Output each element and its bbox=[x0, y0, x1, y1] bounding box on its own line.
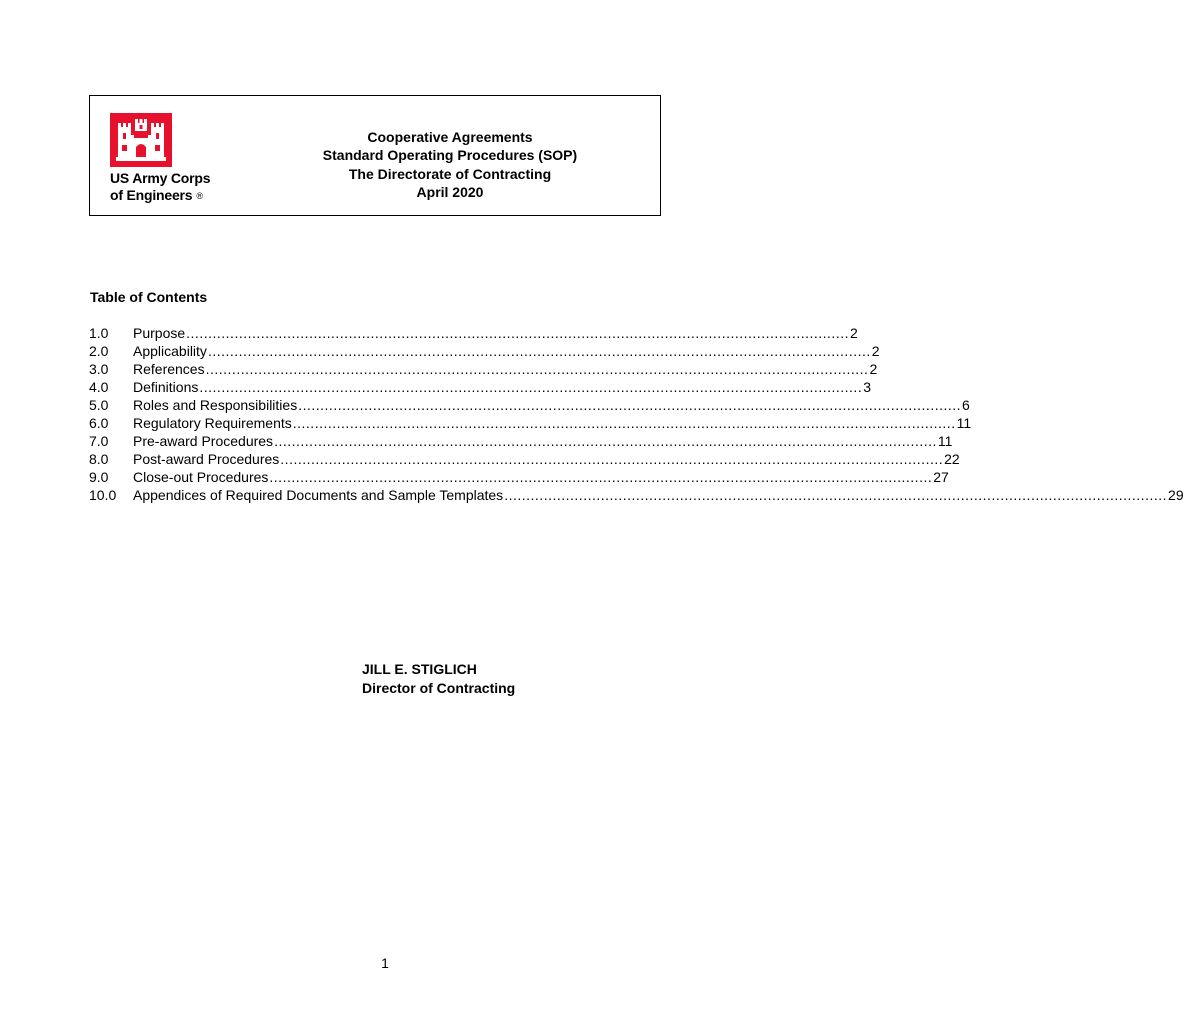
toc-entry-title: Applicability bbox=[133, 343, 207, 359]
toc-entry-number: 9.0 bbox=[89, 469, 109, 485]
toc-entry[interactable] bbox=[89, 378, 872, 396]
logo-text-line1: US Army Corps bbox=[110, 170, 211, 186]
castle-icon bbox=[110, 113, 172, 167]
toc-leader-dots: ....................................................................................................................................................... bbox=[199, 379, 863, 395]
toc-entry-page: 29 bbox=[1168, 487, 1184, 503]
toc-entry-number: 8.0 bbox=[89, 451, 109, 467]
toc-entry-title: Post-award Procedures bbox=[133, 451, 280, 467]
toc-leader-dots: ....................................................................................................................................................... bbox=[269, 469, 933, 485]
page-number: 1 bbox=[381, 955, 389, 971]
toc-leader-dots: ....................................................................................................................................................... bbox=[504, 487, 1168, 503]
title-line: Standard Operating Procedures (SOP) bbox=[322, 147, 578, 164]
toc-entry-page: 22 bbox=[944, 451, 960, 467]
toc-entry-title: Regulatory Requirements bbox=[133, 415, 292, 431]
usace-logo bbox=[110, 113, 230, 208]
toc-entry[interactable] bbox=[89, 414, 972, 432]
toc-entry-number: 7.0 bbox=[89, 433, 109, 449]
logo-text-line2 bbox=[110, 187, 203, 203]
title-line: The Directorate of Contracting bbox=[348, 165, 552, 182]
toc-heading: Table of Contents bbox=[90, 289, 208, 305]
signature-block bbox=[362, 660, 515, 698]
toc-entry[interactable] bbox=[89, 468, 949, 486]
toc-entry[interactable] bbox=[89, 360, 878, 378]
toc-entry-title: Pre-award Procedures bbox=[133, 433, 274, 449]
toc-entry-title: Purpose bbox=[133, 325, 186, 341]
toc-entry-number: 10.0 bbox=[89, 487, 117, 503]
toc-entry-title: Roles and Responsibilities bbox=[133, 397, 298, 413]
toc-entry-page: 2 bbox=[869, 361, 878, 377]
toc-leader-dots: ....................................................................................................................................................... bbox=[274, 433, 937, 449]
toc-entry-page: 6 bbox=[962, 397, 970, 413]
toc-entry-page: 11 bbox=[956, 415, 972, 431]
toc-entry-number: 3.0 bbox=[89, 361, 109, 377]
toc-entry[interactable] bbox=[89, 432, 953, 450]
table-of-contents bbox=[89, 324, 1184, 504]
registered-mark: ® bbox=[196, 191, 203, 201]
toc-entry-title: Close-out Procedures bbox=[133, 469, 269, 485]
signatory-role: Director of Contracting bbox=[362, 680, 516, 696]
toc-leader-dots: ....................................................................................................................................................... bbox=[280, 451, 944, 467]
toc-entry[interactable] bbox=[89, 342, 880, 360]
toc-entry[interactable] bbox=[89, 396, 970, 414]
toc-leader-dots: ....................................................................................................................................................... bbox=[207, 343, 871, 359]
toc-entry-title: References bbox=[133, 361, 205, 377]
title-line: Cooperative Agreements bbox=[367, 129, 533, 145]
toc-entry-title: Appendices of Required Documents and Sample Templates bbox=[133, 487, 504, 503]
toc-entry-number: 6.0 bbox=[89, 415, 109, 431]
toc-leader-dots: ....................................................................................................................................................... bbox=[298, 397, 962, 413]
toc-entry-page: 2 bbox=[850, 325, 858, 341]
toc-leader-dots: ....................................................................................................................................................... bbox=[205, 361, 869, 377]
toc-entry-title: Definitions bbox=[133, 379, 199, 395]
title-date: April 2020 bbox=[416, 183, 484, 200]
header-box bbox=[89, 95, 661, 216]
toc-entry-page: 3 bbox=[863, 379, 872, 395]
logo-text-line2-label: of Engineers bbox=[110, 187, 193, 203]
toc-leader-dots: ....................................................................................................................................................... bbox=[292, 415, 956, 431]
toc-entry[interactable] bbox=[89, 324, 858, 342]
toc-leader-dots: ....................................................................................................................................................... bbox=[186, 325, 849, 341]
toc-entry-page: 27 bbox=[933, 469, 949, 485]
toc-entry-number: 4.0 bbox=[89, 379, 109, 395]
toc-entry[interactable] bbox=[89, 450, 960, 468]
document-title bbox=[305, 128, 595, 201]
toc-entry-page: 11 bbox=[937, 433, 953, 449]
toc-entry[interactable] bbox=[89, 486, 1184, 504]
toc-entry-number: 5.0 bbox=[89, 397, 109, 413]
toc-entry-number: 1.0 bbox=[89, 325, 109, 341]
toc-entry-number: 2.0 bbox=[89, 343, 109, 359]
toc-entry-page: 2 bbox=[871, 343, 880, 359]
signatory-name: JILL E. STIGLICH bbox=[362, 661, 477, 677]
